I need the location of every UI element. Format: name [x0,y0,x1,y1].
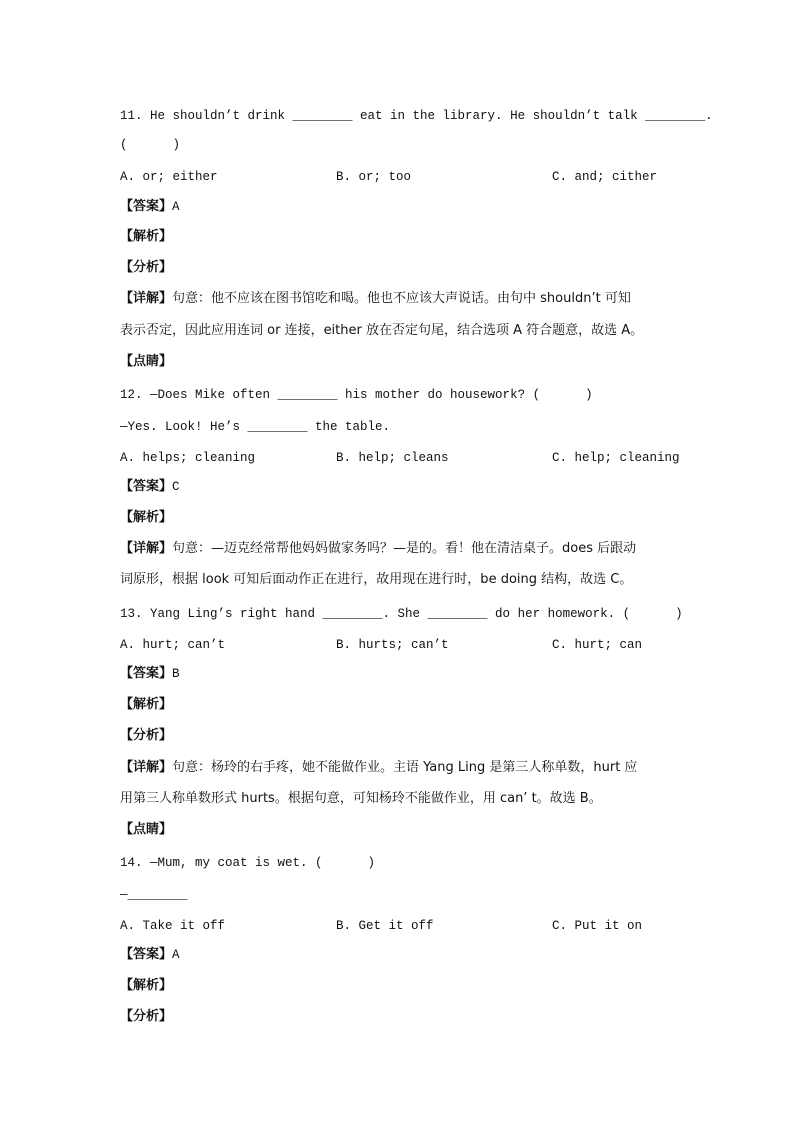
answer-label: 【答案】 [120,666,173,681]
q14-option-b: B. Get it off [336,919,434,933]
q13-answer: B [172,667,180,681]
q11-fenxi-label: 【分析】 [120,260,173,275]
q14-stem-line2: —________ [120,888,188,902]
answer-label: 【答案】 [120,947,173,962]
q12-analysis-label: 【解析】 [120,510,173,525]
detail-label: 【详解】 [120,291,173,306]
q14-answer-line [120,947,180,963]
q11-comment-label: 【点睛】 [120,354,173,369]
q11-detail-line1 [120,291,631,307]
q11-paren: ( ) [120,138,181,152]
q14-analysis-label: 【解析】 [120,978,173,993]
q13-answer-line [120,666,180,682]
q12-option-c: C. help; cleaning [552,451,680,465]
q13-detail-text1: 句意：杨玲的右手疼，她不能做作业。主语 Yang Ling 是第三人称单数，hurt 应 [172,760,638,775]
q14-fenxi-label: 【分析】 [120,1009,173,1024]
q13-detail-line2: 用第三人称单数形式 hurts。根据句意，可知杨玲不能做作业，用 can’ t。故选 B。 [120,791,602,806]
q11-detail-text1: 句意：他不应该在图书馆吃和喝。他也不应该大声说话。由句中 shouldn’t 可知 [172,291,631,306]
detail-label: 【详解】 [120,760,173,775]
q12-option-b: B. help; cleans [336,451,449,465]
q12-answer: C [172,480,180,494]
q13-analysis-label: 【解析】 [120,697,173,712]
q13-option-c: C. hurt; can [552,638,643,652]
q14-option-c: C. Put it on [552,919,643,933]
q11-answer-line [120,199,180,215]
q14-option-a: A. Take it off [120,919,226,933]
q13-option-a: A. hurt; can’t [120,638,226,652]
q11-detail-line2: 表示否定，因此应用连词 or 连接，either 放在否定句尾，结合选项 A 符合题意，故选 A。 [120,323,644,338]
q13-option-b: B. hurts; can’t [336,638,449,652]
q11-answer: A [172,200,180,214]
answer-label: 【答案】 [120,199,173,214]
q13-detail-line1 [120,760,637,776]
q14-stem-line1: 14. —Mum, my coat is wet. ( ) [120,856,376,870]
q13-fenxi-label: 【分析】 [120,728,173,743]
q12-detail-line1 [120,541,636,557]
q12-detail-text1: 句意：—迈克经常帮他妈妈做家务吗？—是的。看！他在清洁桌子。does 后跟动 [172,541,637,556]
q11-option-b: B. or; too [336,170,412,184]
q12-stem-line2: —Yes. Look! He’s ________ the table. [120,420,391,434]
q11-option-a: A. or; either [120,170,218,184]
q14-answer: A [172,948,180,962]
answer-label: 【答案】 [120,479,173,494]
q11-stem: 11. He shouldn’t drink ________ eat in the library. He shouldn’t talk ________. [120,109,713,123]
q11-analysis-label: 【解析】 [120,229,173,244]
q12-detail-line2: 词原形，根据 look 可知后面动作正在进行，故用现在进行时，be doing 结构，故选 C。 [120,572,633,587]
q12-answer-line [120,479,180,495]
q11-option-c: C. and; cither [552,170,658,184]
q12-stem-line1: 12. —Does Mike often ________ his mother do housework? ( ) [120,388,593,402]
q12-option-a: A. helps; cleaning [120,451,256,465]
q13-comment-label: 【点睛】 [120,822,173,837]
detail-label: 【详解】 [120,541,173,556]
q13-stem: 13. Yang Ling’s right hand ________. She ________ do her homework. ( ) [120,607,683,621]
